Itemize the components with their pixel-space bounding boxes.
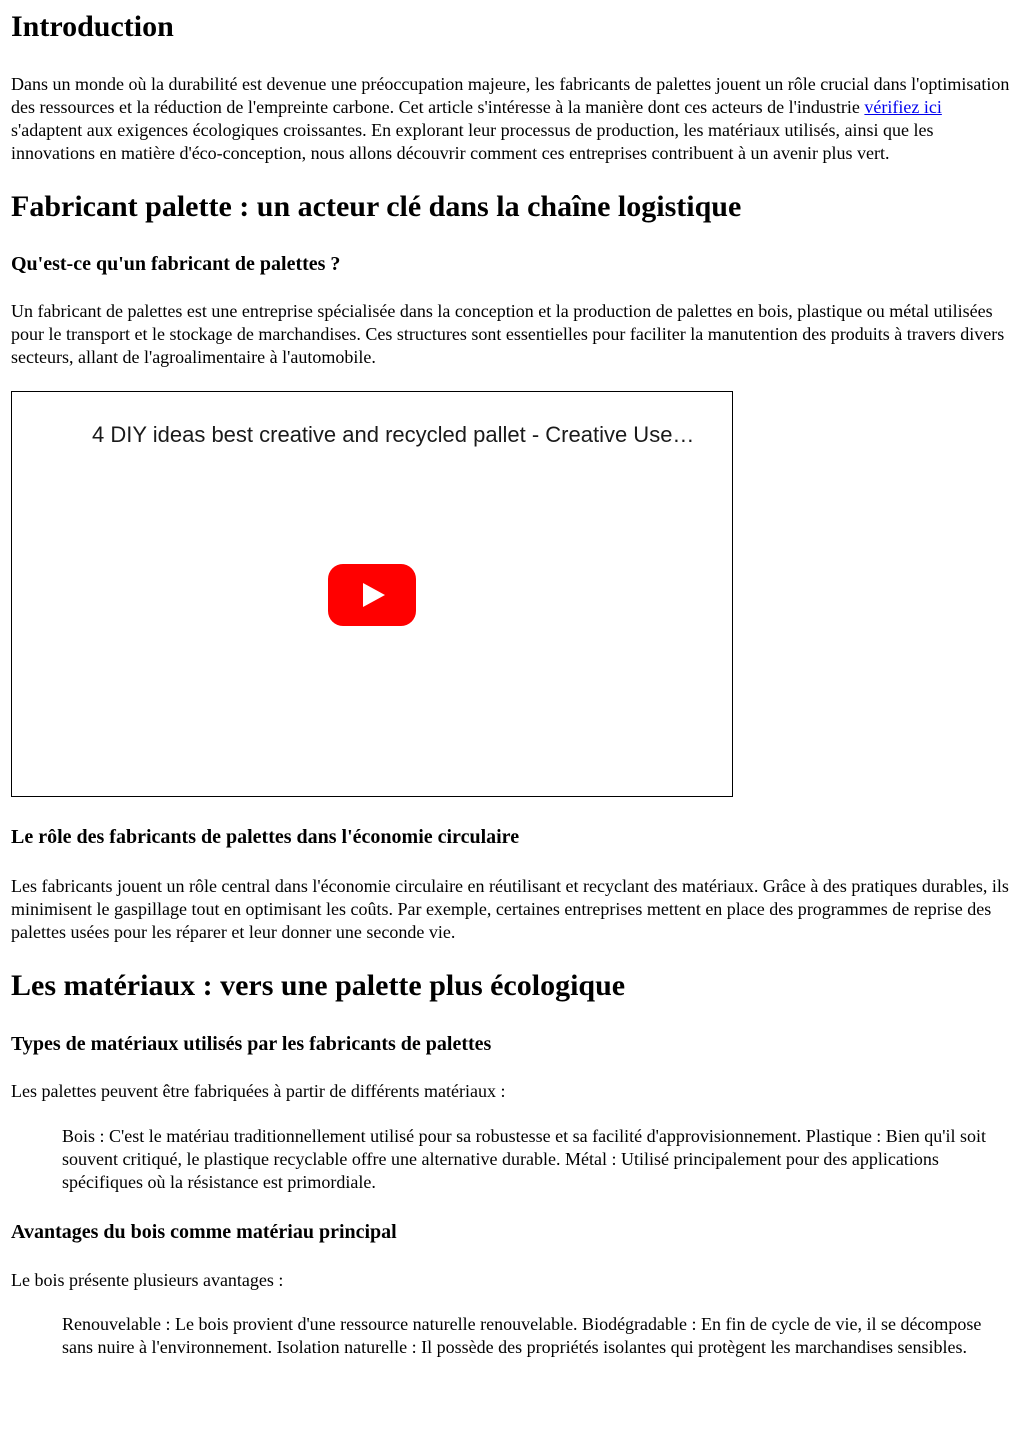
materiaux-heading: Les matériaux : vers une palette plus écologique (11, 969, 626, 1002)
youtube-play-icon[interactable] (328, 564, 416, 626)
verifiez-ici-link[interactable]: vérifiez ici (864, 97, 942, 117)
role-paragraph: Les fabricants jouent un rôle central dans l'économie circulaire en réutilisant et recyclant des matériaux. Grâce à des pratiques durables, ils minimisent le gaspillage tout en optimisant les coûts. Par exemple, certaines entreprises mettent en place des programmes de reprise des palettes usées pour les réparer et leur donner une seconde vie. (11, 876, 1009, 942)
introduction-text-end: s'adaptent aux exigences écologiques croissantes. En explorant leur processus de production, les matériaux utilisés, ainsi que les innovations en matière d'éco-conception, nous allons découvrir comment ces entreprises contribuent à un avenir plus vert. (11, 120, 934, 163)
types-intro: Les palettes peuvent être fabriquées à partir de différents matériaux : (11, 1081, 506, 1101)
introduction-heading: Introduction (11, 10, 174, 43)
types-quote: Bois : C'est le matériau traditionnellement utilisé pour sa robustesse et sa facilité d'approvisionnement. Plastique : Bien qu'il soit souvent critiqué, le plastique recyclable offre une alternative durable. Métal : Utilisé principalement pour des applications spécifiques où la résistance est primordiale. (62, 1126, 987, 1192)
play-button-graphic (328, 564, 416, 626)
introduction-paragraph (11, 73, 1014, 165)
quest-ce-heading: Qu'est-ce qu'un fabricant de palettes ? (11, 253, 341, 275)
avantages-quote: Renouvelable : Le bois provient d'une ressource naturelle renouvelable. Biodégradable : En fin de cycle de vie, il se décompose sans nuire à l'environnement. Isolation naturelle : Il possède des propriétés isolantes qui protègent les marchandises sensibles. (62, 1314, 982, 1357)
types-heading: Types de matériaux utilisés par les fabricants de palettes (11, 1033, 492, 1055)
article (0, 9, 1024, 1359)
quest-ce-paragraph: Un fabricant de palettes est une entreprise spécialisée dans la conception et la production de palettes en bois, plastique ou métal utilisées pour le transport et le stockage de marchandises. Ces structures sont essentielles pour faciliter la manutention des produits à travers divers secteurs, allant de l'agroalimentaire à l'automobile. (11, 301, 1005, 367)
video-embed[interactable] (11, 391, 733, 797)
role-heading: Le rôle des fabricants de palettes dans l'économie circulaire (11, 826, 520, 848)
fabricant-heading: Fabricant palette : un acteur clé dans la chaîne logistique (11, 190, 742, 223)
video-title[interactable]: 4 DIY ideas best creative and recycled pallet - Creative Use… (92, 422, 695, 447)
avantages-intro: Le bois présente plusieurs avantages : (11, 1270, 284, 1290)
introduction-text-start: Dans un monde où la durabilité est devenue une préoccupation majeure, les fabricants de palettes jouent un rôle crucial dans l'optimisation des ressources et la réduction de l'empreinte carbone. Cet article s'intéresse à la manière dont ces acteurs de l'industrie (11, 74, 1010, 117)
avantages-heading: Avantages du bois comme matériau principal (11, 1221, 397, 1243)
